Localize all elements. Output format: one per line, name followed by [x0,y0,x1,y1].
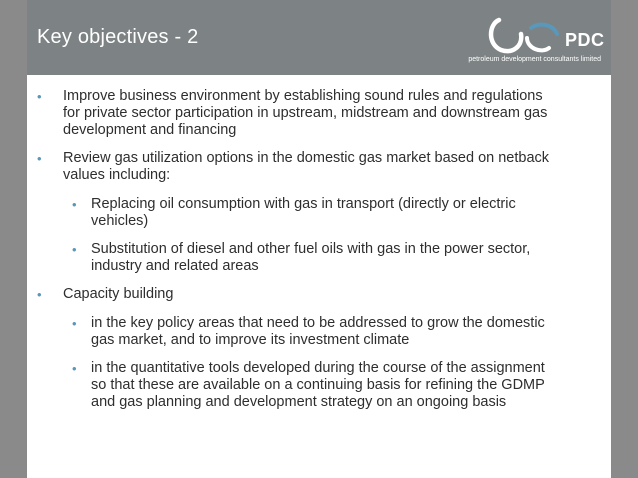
sub-bullet-list [63,196,599,275]
slide-header [27,0,611,75]
sub-bullet-text-line: Replacing oil consumption with gas in transport (directly or electric [91,196,516,212]
bullet-icon: • [37,151,42,166]
sub-bullet-list [63,315,599,411]
sub-bullet-icon: • [72,197,77,212]
sub-bullet-item [63,196,599,230]
sub-bullet-item [63,360,599,411]
bullet-icon: • [37,287,42,302]
sub-bullet-text-line: in the quantitative tools developed during the course of the assignment [91,360,545,376]
sub-bullet-item [63,315,599,349]
slide-content [27,75,611,478]
sub-bullet-text-line: so that these are available on a continuing basis for refining the GDMP [91,377,545,393]
sub-bullet-text-line: industry and related areas [91,258,259,274]
pdc-logo-icon [481,14,565,58]
bullet-text-line: Improve business environment by establishing sound rules and regulations [63,88,543,104]
sub-bullet-icon: • [72,316,77,331]
sub-bullet-text-line: Substitution of diesel and other fuel oils with gas in the power sector, [91,241,531,257]
sub-bullet-text-line: vehicles) [91,213,149,229]
bullet-text-line: for private sector participation in upstream, midstream and downstream gas [63,105,548,121]
bullet-list [27,88,611,422]
bullet-item [27,286,611,411]
logo-text: PDC [565,30,605,50]
sub-bullet-text-line: and gas planning and development strategy on an ongoing basis [91,394,507,410]
bullet-text-line: Capacity building [63,286,174,302]
sub-bullet-text-line: gas market, and to improve its investment climate [91,332,410,348]
bullet-text-line: Review gas utilization options in the domestic gas market based on netback [63,150,550,166]
bullet-text-line: values including: [63,167,171,183]
logo-subtitle: petroleum development consultants limited [468,56,601,63]
sub-bullet-text-line: in the key policy areas that need to be addressed to grow the domestic [91,315,545,331]
sub-bullet-item [63,241,599,275]
sub-bullet-icon: • [72,361,77,376]
pdc-logo [468,14,605,66]
bullet-text-line: development and financing [63,122,237,138]
bullet-item [27,88,611,139]
bullet-icon: • [37,89,42,104]
sub-bullet-icon: • [72,242,77,257]
slide-title: Key objectives - 2 [37,26,199,48]
bullet-item [27,150,611,275]
